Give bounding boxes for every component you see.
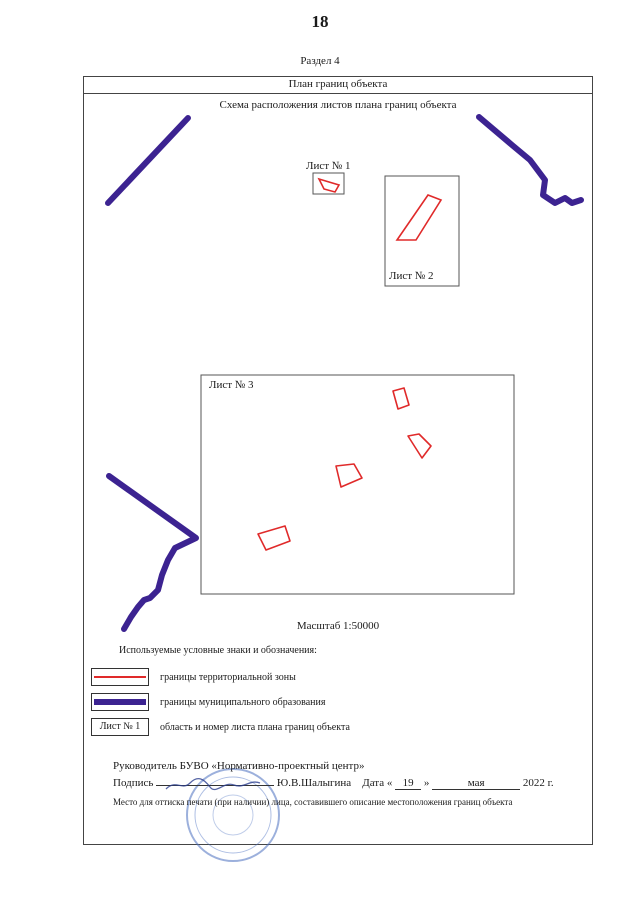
legend-text-municipal-boundary: границы муниципального образования (160, 697, 326, 708)
sheet-1-zone-boundary (319, 179, 339, 192)
stamp-note: Место для оттиска печати (при наличии) лица, составившего описание местоположения границ объекта (113, 797, 513, 807)
signer-name: Ю.В.Шалыгина (276, 777, 352, 789)
legend-text-zone-boundary: границы территориальной зоны (160, 672, 296, 683)
frame-title: План границ объекта (83, 76, 593, 94)
date-mid: » (423, 777, 430, 789)
sheet-2-label: Лист № 2 (389, 270, 434, 282)
date-year: 2022 г. (522, 777, 554, 789)
zone-polygon-d (258, 526, 290, 550)
sheet-1-label: Лист № 1 (306, 160, 351, 172)
sheet-3-zone-boundaries (258, 388, 431, 550)
sheet-3-frame[interactable] (201, 375, 514, 594)
handwritten-signature (164, 777, 264, 793)
legend-swatch-municipal-boundary (91, 693, 149, 711)
municipal-boundary-bottom-left (109, 476, 196, 629)
legend-title: Используемые условные знаки и обозначения: (119, 645, 317, 656)
scheme-title: Схема расположения листов плана границ объекта (219, 99, 457, 111)
legend-swatch-zone-boundary (91, 668, 149, 686)
legend-text-sheet-area: область и номер листа плана границ объекта (160, 722, 350, 733)
sign-label: Подпись (113, 777, 154, 789)
page-number: 18 (311, 12, 329, 31)
date-day[interactable]: 19 (395, 778, 421, 790)
legend-swatch-sheet-area: Лист № 1 (91, 718, 149, 736)
date-label: Дата « (362, 777, 393, 789)
zone-polygon-a (393, 388, 409, 409)
sheet-2-zone-boundary (397, 195, 441, 240)
org-line: Руководитель БУВО «Нормативно-проектный центр» (113, 760, 365, 772)
signature-row (113, 777, 554, 790)
date-month[interactable]: мая (432, 778, 520, 790)
scale-text: Масштаб 1:50000 (296, 620, 380, 632)
sheet-3-label: Лист № 3 (209, 379, 254, 391)
signature-field[interactable] (156, 785, 274, 786)
municipal-boundary-top-left (108, 118, 188, 203)
municipal-boundary-top-right (479, 117, 581, 203)
zone-polygon-b (408, 434, 431, 458)
zone-polygon-c (336, 464, 362, 487)
section-label: Раздел 4 (300, 55, 340, 67)
